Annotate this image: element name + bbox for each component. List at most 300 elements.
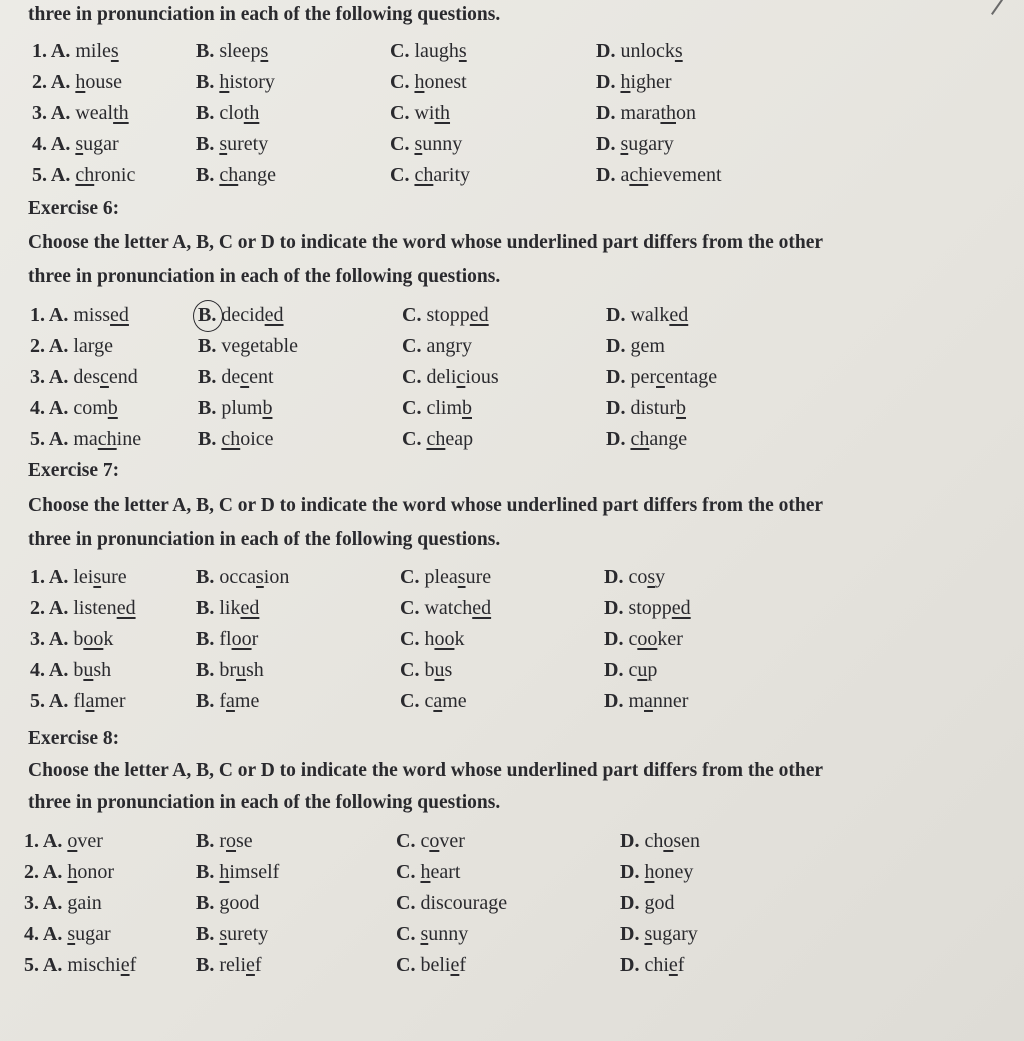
option-a bbox=[24, 830, 103, 853]
option-word: stopped bbox=[628, 597, 691, 619]
option-label: C. bbox=[396, 954, 421, 976]
option-d bbox=[606, 397, 686, 420]
option-label: C. bbox=[396, 892, 421, 914]
option-b bbox=[196, 164, 276, 187]
underlined-part: u bbox=[637, 659, 648, 681]
underlined-part: s bbox=[93, 566, 102, 588]
option-label: C. bbox=[402, 304, 427, 326]
option-label: B. bbox=[196, 597, 220, 619]
intro-line: three in pronunciation in each of the following questions. bbox=[28, 4, 501, 25]
option-c bbox=[400, 628, 464, 651]
underlined-part: c bbox=[240, 366, 250, 388]
option-word: cheap bbox=[426, 428, 474, 450]
option-word: decided bbox=[221, 304, 284, 326]
underlined-part: ch bbox=[629, 164, 649, 186]
instruction-line: three in pronunciation in each of the following questions. bbox=[28, 792, 501, 813]
option-word: cover bbox=[420, 830, 465, 852]
option-word: change bbox=[630, 428, 688, 450]
option-c bbox=[390, 71, 467, 94]
option-word: over bbox=[67, 830, 103, 852]
option-word: bus bbox=[424, 659, 453, 681]
option-label: 2. A. bbox=[30, 335, 74, 357]
underlined-part: ch bbox=[414, 164, 434, 186]
option-word: chief bbox=[644, 954, 685, 976]
option-label: 4. A. bbox=[32, 133, 76, 155]
option-word: missed bbox=[73, 304, 129, 326]
underlined-part: th bbox=[113, 102, 129, 124]
option-label: B. bbox=[198, 397, 222, 419]
option-d bbox=[604, 566, 665, 589]
option-label: C. bbox=[390, 164, 415, 186]
underlined-part: s bbox=[644, 923, 653, 945]
option-label: B. bbox=[196, 954, 220, 976]
question-row bbox=[0, 690, 1024, 718]
option-a bbox=[24, 923, 111, 946]
option-d bbox=[596, 133, 674, 156]
option-b bbox=[198, 397, 272, 420]
question-row bbox=[0, 304, 1024, 332]
option-word: marathon bbox=[620, 102, 696, 124]
option-b bbox=[196, 923, 268, 946]
option-label: B. bbox=[196, 892, 220, 914]
option-label: 1. A. bbox=[30, 304, 74, 326]
option-label: D. bbox=[596, 40, 621, 62]
option-label: 1. A. bbox=[24, 830, 68, 852]
option-label: D. bbox=[606, 335, 631, 357]
option-d bbox=[596, 40, 683, 63]
option-label: 3. A. bbox=[24, 892, 68, 914]
option-c bbox=[402, 335, 472, 358]
option-word: angry bbox=[426, 335, 472, 357]
underlined-part: a bbox=[644, 690, 653, 712]
underlined-part: h bbox=[67, 861, 78, 883]
underlined-part: s bbox=[219, 133, 228, 155]
question-row bbox=[0, 628, 1024, 656]
option-c bbox=[390, 40, 467, 63]
option-label: D. bbox=[620, 861, 645, 883]
instruction-line: Choose the letter A, B, C or D to indicate the word whose underlined part differs from the other bbox=[28, 232, 824, 253]
option-label: B. bbox=[196, 102, 220, 124]
option-word: cooker bbox=[628, 628, 683, 650]
option-b bbox=[196, 597, 259, 620]
option-word: percentage bbox=[630, 366, 718, 388]
option-d bbox=[596, 102, 696, 125]
option-label: C. bbox=[390, 102, 415, 124]
exercise-heading: Exercise 7: bbox=[28, 460, 120, 481]
option-label: 2. A. bbox=[30, 597, 74, 619]
question-row bbox=[0, 923, 1024, 951]
option-label: 3. A. bbox=[30, 366, 74, 388]
option-word: leisure bbox=[73, 566, 127, 588]
underlined-part: b bbox=[676, 397, 687, 419]
option-label: B. bbox=[198, 366, 222, 388]
underlined-part: ch bbox=[221, 428, 241, 450]
option-b bbox=[198, 304, 284, 327]
option-word: gain bbox=[67, 892, 102, 914]
option-label: 4. A. bbox=[30, 659, 74, 681]
instruction-line: Choose the letter A, B, C or D to indicate the word whose underlined part differs from the other bbox=[28, 495, 824, 516]
question-row bbox=[0, 861, 1024, 889]
underlined-part: oo bbox=[637, 628, 658, 650]
option-c bbox=[396, 892, 507, 915]
underlined-part: ed bbox=[264, 304, 284, 326]
underlined-part: s bbox=[458, 40, 467, 62]
underlined-part: s bbox=[674, 40, 683, 62]
option-label: D. bbox=[620, 830, 645, 852]
underlined-part: th bbox=[660, 102, 676, 124]
option-label: B. bbox=[196, 40, 220, 62]
option-c bbox=[400, 566, 491, 589]
option-c bbox=[400, 597, 491, 620]
option-label: D. bbox=[604, 597, 629, 619]
underlined-part: b bbox=[262, 397, 273, 419]
option-word: honest bbox=[414, 71, 467, 93]
instruction-line: Choose the letter A, B, C or D to indicate the word whose underlined part differs from the other bbox=[28, 760, 824, 781]
option-label: D. bbox=[620, 954, 645, 976]
option-word: large bbox=[73, 335, 113, 357]
option-word: book bbox=[73, 628, 114, 650]
option-label: B. bbox=[196, 659, 220, 681]
option-word: plumb bbox=[221, 397, 273, 419]
underlined-part: u bbox=[236, 659, 247, 681]
option-word: belief bbox=[420, 954, 467, 976]
option-word: cloth bbox=[219, 102, 260, 124]
option-b bbox=[196, 892, 259, 915]
option-label: D. bbox=[604, 659, 629, 681]
option-a bbox=[30, 628, 113, 651]
option-word: cosy bbox=[628, 566, 666, 588]
option-word: hook bbox=[424, 628, 465, 650]
option-a bbox=[30, 690, 126, 713]
exercise-heading: Exercise 8: bbox=[28, 728, 120, 749]
option-label: C. bbox=[400, 690, 425, 712]
option-word: achievement bbox=[620, 164, 722, 186]
underlined-part: ed bbox=[240, 597, 260, 619]
option-label: D. bbox=[606, 397, 631, 419]
option-label: 1. A. bbox=[30, 566, 74, 588]
option-label: B. bbox=[196, 861, 220, 883]
underlined-part: ed bbox=[469, 304, 489, 326]
option-word: laughs bbox=[414, 40, 467, 62]
option-a bbox=[30, 366, 138, 389]
option-a bbox=[24, 892, 102, 915]
option-word: himself bbox=[219, 861, 280, 883]
option-c bbox=[396, 861, 460, 884]
option-label: 5. A. bbox=[24, 954, 68, 976]
option-label: C. bbox=[396, 923, 421, 945]
underlined-part: s bbox=[414, 133, 423, 155]
option-c bbox=[390, 164, 470, 187]
option-d bbox=[620, 892, 674, 915]
underlined-part: s bbox=[110, 40, 119, 62]
option-word: fame bbox=[219, 690, 260, 712]
option-c bbox=[402, 304, 489, 327]
underlined-part: th bbox=[243, 102, 260, 124]
underlined-part: s bbox=[420, 923, 429, 945]
instruction-line: three in pronunciation in each of the following questions. bbox=[28, 266, 501, 287]
option-word: charity bbox=[414, 164, 470, 186]
option-word: unlocks bbox=[620, 40, 683, 62]
option-label: 2. A. bbox=[32, 71, 76, 93]
option-word: sugar bbox=[67, 923, 111, 945]
option-label: 4. A. bbox=[24, 923, 68, 945]
option-b bbox=[196, 628, 258, 651]
option-word: honey bbox=[644, 861, 694, 883]
underlined-part: h bbox=[620, 71, 631, 93]
option-a bbox=[30, 397, 118, 420]
option-word: manner bbox=[628, 690, 689, 712]
option-word: surety bbox=[219, 923, 269, 945]
instruction-line: three in pronunciation in each of the following questions. bbox=[28, 529, 501, 550]
option-label: 5. A. bbox=[32, 164, 76, 186]
option-d bbox=[604, 597, 691, 620]
option-word: occasion bbox=[219, 566, 290, 588]
option-word: cup bbox=[628, 659, 658, 681]
option-word: miles bbox=[75, 40, 119, 62]
option-d bbox=[606, 428, 687, 451]
option-word: stopped bbox=[426, 304, 489, 326]
underlined-part: e bbox=[450, 954, 460, 976]
underlined-part: h bbox=[414, 71, 425, 93]
option-d bbox=[604, 659, 657, 682]
option-label: B. bbox=[196, 628, 220, 650]
option-word: house bbox=[75, 71, 123, 93]
option-word: surety bbox=[219, 133, 269, 155]
option-a bbox=[30, 597, 136, 620]
option-word: flamer bbox=[73, 690, 126, 712]
option-d bbox=[606, 335, 665, 358]
option-c bbox=[390, 102, 450, 125]
option-b bbox=[196, 830, 253, 853]
option-b bbox=[196, 40, 268, 63]
option-label: 5. A. bbox=[30, 690, 74, 712]
option-word: good bbox=[219, 892, 260, 914]
option-word: liked bbox=[219, 597, 260, 619]
option-d bbox=[606, 304, 688, 327]
option-label: C. bbox=[400, 566, 425, 588]
underlined-part: s bbox=[620, 133, 629, 155]
option-c bbox=[400, 659, 452, 682]
option-label: 3. A. bbox=[32, 102, 76, 124]
underlined-part: ed bbox=[110, 304, 129, 326]
question-row bbox=[0, 335, 1024, 363]
option-word: pleasure bbox=[424, 566, 492, 588]
option-word: comb bbox=[73, 397, 118, 419]
underlined-part: oo bbox=[83, 628, 104, 650]
option-d bbox=[596, 164, 722, 187]
question-row bbox=[0, 397, 1024, 425]
option-label: C. bbox=[402, 397, 427, 419]
option-label: B. bbox=[196, 133, 220, 155]
option-label: 4. A. bbox=[30, 397, 74, 419]
option-c bbox=[402, 397, 472, 420]
option-a bbox=[32, 164, 135, 187]
underlined-part: h bbox=[219, 861, 230, 883]
underlined-part: ch bbox=[75, 164, 95, 186]
option-word: listened bbox=[73, 597, 136, 619]
option-label: D. bbox=[596, 164, 621, 186]
option-word: discourage bbox=[420, 892, 508, 914]
option-word: watched bbox=[424, 597, 492, 619]
option-label: B. bbox=[196, 830, 220, 852]
option-label: B. bbox=[196, 71, 220, 93]
option-label: C. bbox=[396, 861, 421, 883]
option-word: god bbox=[644, 892, 675, 914]
option-word: sunny bbox=[414, 133, 463, 155]
option-label: D. bbox=[604, 628, 629, 650]
underlined-part: c bbox=[100, 366, 109, 388]
underlined-part: c bbox=[456, 366, 466, 388]
option-a bbox=[24, 954, 136, 977]
underlined-part: oo bbox=[434, 628, 455, 650]
option-c bbox=[396, 830, 465, 853]
option-b bbox=[198, 428, 274, 451]
option-a bbox=[32, 40, 119, 63]
option-label: B. bbox=[198, 335, 222, 357]
option-word: walked bbox=[630, 304, 689, 326]
underlined-part: ch bbox=[426, 428, 446, 450]
option-label: C. bbox=[390, 40, 415, 62]
question-row bbox=[0, 892, 1024, 920]
underlined-part: b bbox=[107, 397, 118, 419]
option-c bbox=[396, 954, 466, 977]
option-word: chronic bbox=[75, 164, 136, 186]
option-word: decent bbox=[221, 366, 274, 388]
option-word: wealth bbox=[75, 102, 129, 124]
underlined-part: o bbox=[226, 830, 237, 852]
option-label: B. bbox=[198, 428, 222, 450]
question-row bbox=[0, 164, 1024, 192]
option-label: B. bbox=[196, 690, 220, 712]
option-label: B. bbox=[196, 164, 220, 186]
underlined-part: ed bbox=[116, 597, 136, 619]
option-a bbox=[30, 304, 129, 327]
underlined-part: ed bbox=[669, 304, 689, 326]
option-label: D. bbox=[606, 366, 631, 388]
question-row bbox=[0, 133, 1024, 161]
option-label: D. bbox=[596, 71, 621, 93]
option-b bbox=[196, 566, 289, 589]
underlined-part: ed bbox=[671, 597, 691, 619]
underlined-part: e bbox=[120, 954, 130, 976]
option-d bbox=[620, 861, 693, 884]
option-a bbox=[32, 133, 119, 156]
option-word: change bbox=[219, 164, 276, 186]
option-d bbox=[620, 923, 698, 946]
option-b bbox=[196, 861, 279, 884]
option-a bbox=[30, 335, 113, 358]
question-row bbox=[0, 830, 1024, 858]
option-a bbox=[30, 659, 111, 682]
option-b bbox=[198, 335, 298, 358]
option-label: 2. A. bbox=[24, 861, 68, 883]
underlined-part: u bbox=[434, 659, 445, 681]
option-label: D. bbox=[606, 304, 631, 326]
option-label: D. bbox=[604, 566, 629, 588]
option-word: heart bbox=[420, 861, 461, 883]
option-word: chosen bbox=[644, 830, 701, 852]
option-d bbox=[620, 830, 700, 853]
underlined-part: h bbox=[219, 71, 230, 93]
question-row bbox=[0, 40, 1024, 68]
option-label: C. bbox=[402, 335, 427, 357]
underlined-part: e bbox=[668, 954, 678, 976]
option-b bbox=[198, 366, 274, 389]
option-label: C. bbox=[400, 597, 425, 619]
option-b bbox=[196, 690, 259, 713]
option-word: gem bbox=[630, 335, 665, 357]
option-word: mischief bbox=[67, 954, 137, 976]
question-row bbox=[0, 366, 1024, 394]
underlined-part: h bbox=[75, 71, 86, 93]
question-row bbox=[0, 659, 1024, 687]
option-d bbox=[606, 366, 717, 389]
option-label: 3. A. bbox=[30, 628, 74, 650]
question-row bbox=[0, 566, 1024, 594]
option-b bbox=[196, 659, 264, 682]
circled-answer-mark bbox=[193, 300, 223, 332]
option-d bbox=[596, 71, 672, 94]
question-row bbox=[0, 102, 1024, 130]
underlined-part: s bbox=[260, 40, 269, 62]
option-label: C. bbox=[402, 428, 427, 450]
exercise-heading: Exercise 6: bbox=[28, 198, 120, 219]
underlined-part: a bbox=[433, 690, 443, 712]
option-word: bush bbox=[73, 659, 112, 681]
underlined-part: h bbox=[420, 861, 431, 883]
option-word: machine bbox=[73, 428, 142, 450]
option-word: disturb bbox=[630, 397, 687, 419]
option-a bbox=[32, 102, 129, 125]
underlined-part: u bbox=[83, 659, 94, 681]
option-word: sleeps bbox=[219, 40, 269, 62]
underlined-part: b bbox=[462, 397, 472, 419]
option-c bbox=[396, 923, 468, 946]
underlined-part: ch bbox=[630, 428, 650, 450]
underlined-part: ed bbox=[472, 597, 492, 619]
option-word: climb bbox=[426, 397, 472, 419]
option-b bbox=[196, 102, 259, 125]
option-d bbox=[604, 628, 683, 651]
underlined-part: ch bbox=[97, 428, 117, 450]
underlined-part: s bbox=[67, 923, 76, 945]
option-label: C. bbox=[400, 659, 425, 681]
option-word: sugary bbox=[620, 133, 674, 155]
option-c bbox=[400, 690, 467, 713]
option-d bbox=[604, 690, 688, 713]
option-word: sunny bbox=[420, 923, 469, 945]
option-word: sugary bbox=[644, 923, 698, 945]
option-label: D. bbox=[620, 892, 645, 914]
option-label: D. bbox=[604, 690, 629, 712]
option-label: C. bbox=[390, 133, 415, 155]
option-label: C. bbox=[396, 830, 421, 852]
underlined-part: ch bbox=[219, 164, 239, 186]
option-word: honor bbox=[67, 861, 115, 883]
option-word: choice bbox=[221, 428, 274, 450]
option-word: descend bbox=[73, 366, 138, 388]
option-word: relief bbox=[219, 954, 262, 976]
question-row bbox=[0, 597, 1024, 625]
question-row bbox=[0, 71, 1024, 99]
option-label: C. bbox=[402, 366, 427, 388]
underlined-part: s bbox=[647, 566, 656, 588]
option-label: D. bbox=[596, 133, 621, 155]
option-word: history bbox=[219, 71, 275, 93]
option-word: rose bbox=[219, 830, 253, 852]
underlined-part: e bbox=[246, 954, 255, 976]
option-a bbox=[32, 71, 122, 94]
